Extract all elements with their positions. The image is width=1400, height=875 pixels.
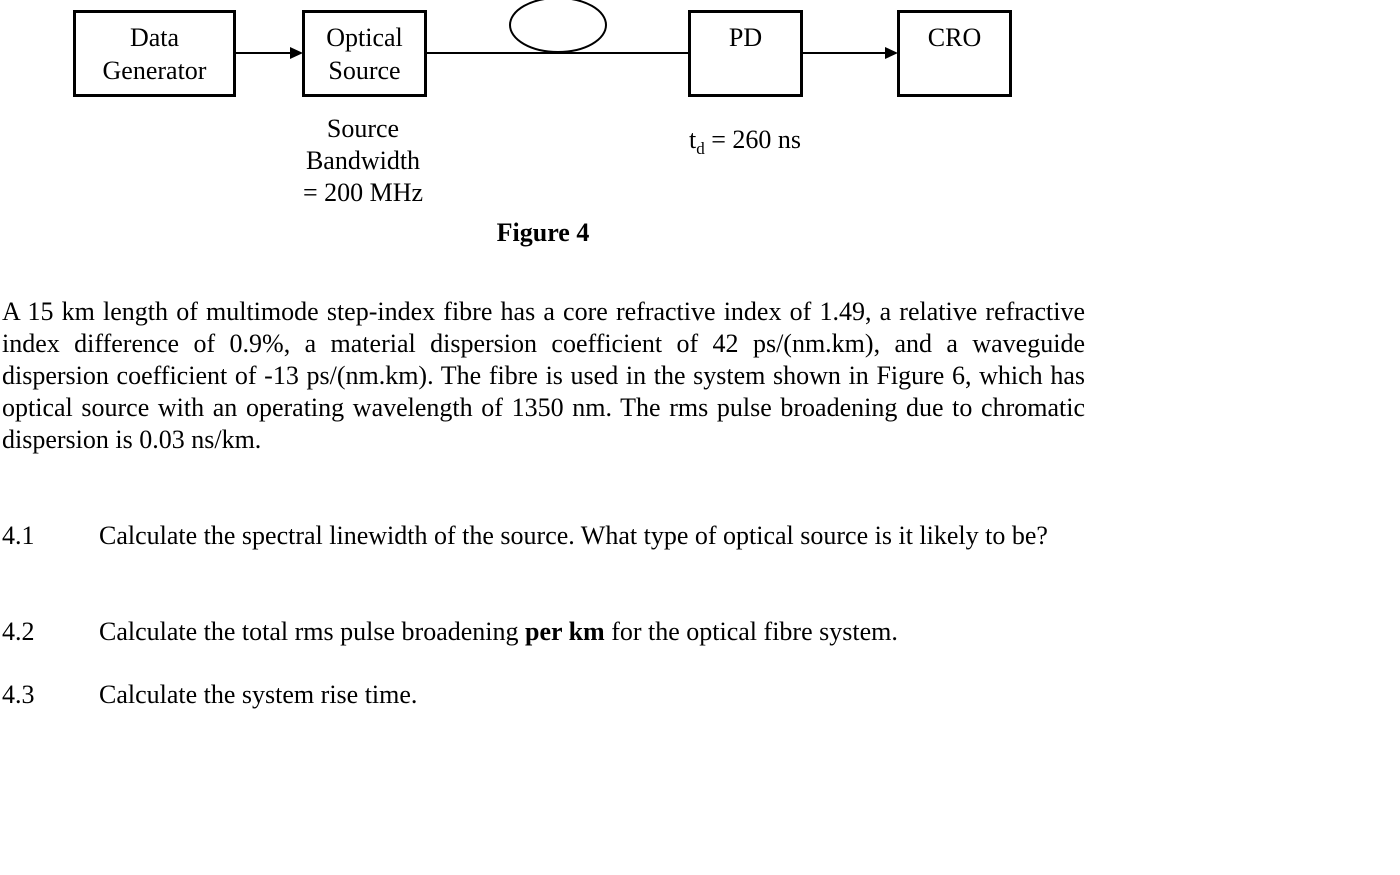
emphasis-per-km: per km bbox=[525, 617, 605, 646]
optical-source-block bbox=[302, 10, 427, 97]
td-text: $t_d = 260$ ns bbox=[688, 125, 801, 159]
td-subscript: d bbox=[696, 139, 705, 159]
question-number: 4.1 bbox=[2, 521, 35, 550]
question-4-3 bbox=[2, 679, 1085, 711]
question-4-2 bbox=[2, 616, 1085, 648]
source-bandwidth-note bbox=[283, 113, 443, 209]
source-note-line-1: Source bbox=[326, 114, 400, 143]
data-generator-line-1: Data bbox=[129, 22, 180, 52]
question-number: 4.3 bbox=[2, 680, 35, 709]
source-note-line-3: = 200 MHz bbox=[302, 178, 424, 207]
question-number: 4.2 bbox=[2, 617, 35, 646]
cro-block bbox=[897, 10, 1012, 97]
data-generator-line-2: Generator bbox=[102, 55, 207, 85]
optical-source-line-1: Optical bbox=[326, 22, 403, 52]
question-text: Calculate the spectral linewidth of the source. What type of optical source is it likely to be? bbox=[99, 521, 1048, 550]
question-4-1 bbox=[2, 520, 1085, 552]
optical-source-line-2: Source bbox=[328, 55, 401, 85]
question-text: Calculate the total rms pulse broadening per km for the optical fibre system. bbox=[99, 617, 898, 646]
data-generator-block bbox=[73, 10, 236, 97]
cro-label: CRO bbox=[927, 23, 982, 52]
fibre-spool-ellipse bbox=[510, 0, 606, 52]
source-note-line-2: Bandwidth bbox=[305, 146, 421, 175]
question-text: Calculate the system rise time. bbox=[99, 680, 418, 709]
pd-label: PD bbox=[728, 23, 763, 52]
td-note bbox=[660, 124, 830, 165]
figure-caption: Figure 4 bbox=[496, 218, 590, 247]
pd-block bbox=[688, 10, 803, 97]
problem-paragraph: A 15 km length of multimode step-index fibre has a core refractive index of 1.49, a relative refractive index difference of 0.9%, a material dispersion coefficient of 42 ps/(nm.km), and a waveguide dispersion coefficient of -13 ps/(nm.km). The fibre is used in the system shown in Figure 6, which has optical source with an operating wavelength of 1350 nm. The rms pulse broadening due to chromatic dispersion is 0.03 ns/km. bbox=[2, 297, 1085, 454]
